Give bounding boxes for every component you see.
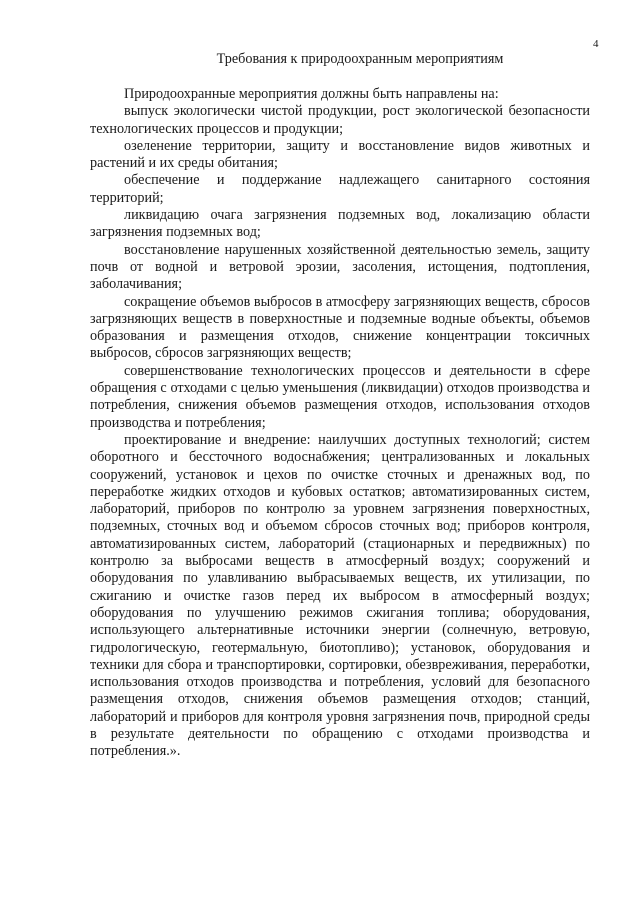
paragraph-item-7: совершенствование технологических процессов и деятельности в сфере обращения с отходами с целью уменьшения (ликвидации) отходов производства и потребления, снижения объемов размещения отходов, использования отходов производства и потребления;	[90, 362, 590, 431]
lead-paragraph: Природоохранные мероприятия должны быть направлены на:	[124, 86, 499, 102]
document-body	[90, 86, 590, 761]
document-title: Требования к природоохранным мероприятиям	[216, 51, 504, 67]
paragraph-item-8: проектирование и внедрение: наилучших доступных технологий; систем оборотного и бессточного водоснабжения; централизованных и локальных сооружений, установок и цехов по очистке сточных и дренажных вод, по переработке жидких отходов и кубовых остатков; автоматизированных систем, лабораторий, приборов по контролю за уровнем загрязнения поверхностных, подземных, сточных вод и объемом сбросов сточных вод; приборов контроля, автоматизированных систем, лабораторий (стационарных и передвижных) по контролю за выбросами веществ в атмосферный воздух; сооружений и оборудования по улавливанию выбрасываемых веществ, их утилизации, по сжиганию и очистке газов перед их выбросом в атмосферный воздух; оборудования по улучшению режимов сжигания топлива; оборудования, использующего альтернативные источники энергии (солнечную, ветровую, гидрологическую, геотермальную, биотопливо); установок, оборудования и техники для сбора и транспортировки, сортировки, обезвреживания, переработки, использования отходов производства и потребления, условий для безопасного размещения отходов, снижения объемов размещения отходов; станций, лабораторий и приборов для контроля уровня загрязнения почв, природной среды в результате деятельности по обращению с отходами производства и потребления.».	[90, 431, 590, 760]
paragraph-item-3: обеспечение и поддержание надлежащего санитарного состояния территорий;	[90, 172, 590, 206]
paragraph-item-6: сокращение объемов выбросов в атмосферу загрязняющих веществ, сбросов загрязняющих веществ в поверхностные и подземные водные объекты, объемов образования и размещения отходов, снижение концентрации токсичных выбросов, сбросов загрязняющих веществ;	[90, 293, 590, 362]
paragraph-item-4: ликвидацию очага загрязнения подземных вод, локализацию области загрязнения подземных вод;	[90, 207, 590, 241]
paragraph-item-1: выпуск экологически чистой продукции, рост экологической безопасности технологических процессов и продукции;	[90, 103, 590, 137]
paragraph-item-2: озеленение территории, защиту и восстановление видов животных и растений и их среды обитания;	[90, 137, 590, 172]
paragraph-item-5: восстановление нарушенных хозяйственной деятельностью земель, защиту почв от водной и ветровой эрозии, засоления, истощения, подтопления, заболачивания;	[90, 241, 590, 293]
page-number: 4	[593, 38, 599, 50]
